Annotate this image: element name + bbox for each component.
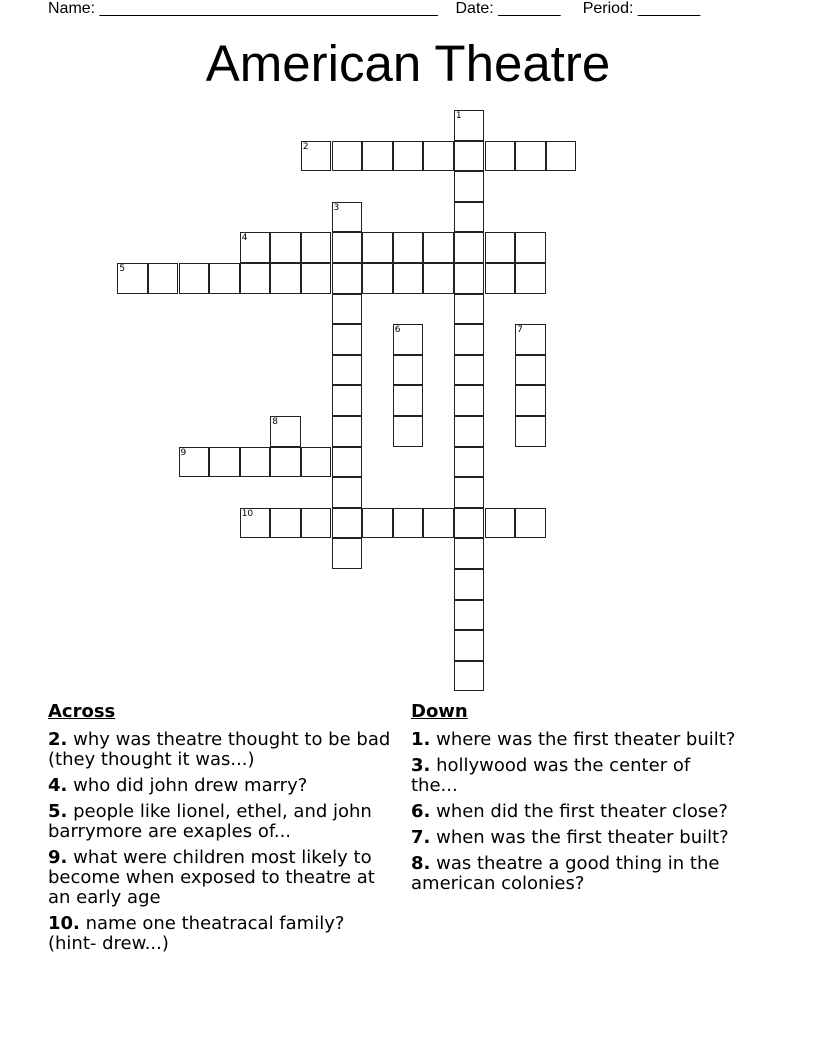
- grid-cell[interactable]: [515, 263, 546, 294]
- down-heading: Down: [411, 701, 468, 722]
- grid-cell[interactable]: [423, 508, 454, 539]
- grid-cell[interactable]: [393, 324, 424, 355]
- grid-cell[interactable]: [362, 508, 393, 539]
- clue-number: 9: [180, 447, 187, 458]
- date-field[interactable]: Date: _______: [455, 0, 561, 17]
- grid-cell[interactable]: [454, 355, 485, 386]
- across-clues: [48, 700, 398, 960]
- grid-cell[interactable]: [362, 263, 393, 294]
- clue-number: 3: [333, 202, 340, 213]
- down-clue-list: [411, 730, 741, 894]
- across-clue: [48, 802, 398, 842]
- clue-text: hollywood was the center of the...: [411, 755, 691, 796]
- grid-cell[interactable]: [332, 355, 363, 386]
- grid-cell[interactable]: [240, 447, 271, 478]
- grid-cell[interactable]: [515, 508, 546, 539]
- down-clue: [411, 730, 741, 750]
- grid-cell[interactable]: [393, 385, 424, 416]
- clue-number: 2: [302, 141, 309, 152]
- clue-number: 6: [394, 325, 401, 336]
- grid-cell[interactable]: [332, 294, 363, 325]
- clue-number: 8: [272, 417, 279, 427]
- across-clue: [48, 914, 398, 954]
- grid-cell[interactable]: [393, 232, 424, 263]
- grid-cell[interactable]: [393, 141, 424, 172]
- clue-text: was theatre a good thing in the american colonies?: [411, 853, 720, 894]
- grid-cell[interactable]: [454, 202, 485, 233]
- grid-cell[interactable]: [454, 416, 485, 447]
- grid-cell[interactable]: [454, 232, 485, 263]
- grid-cell[interactable]: [454, 324, 485, 355]
- grid-cell[interactable]: [332, 447, 363, 478]
- clue-number: 10: [241, 508, 254, 519]
- grid-cell[interactable]: [270, 447, 301, 478]
- grid-cell[interactable]: [393, 416, 424, 447]
- down-clues: [411, 700, 741, 900]
- clue-number-label: 5.: [48, 801, 68, 822]
- clue-number-label: 4.: [48, 775, 68, 796]
- grid-cell[interactable]: [515, 385, 546, 416]
- clue-number-label: 2.: [48, 729, 68, 750]
- clue-number: 4: [241, 233, 248, 244]
- grid-cell[interactable]: [270, 232, 301, 263]
- grid-cell[interactable]: [332, 232, 363, 263]
- clue-text: why was theatre thought to be bad (they thought it was...): [48, 729, 391, 770]
- grid-cell[interactable]: [454, 630, 485, 661]
- grid-cell[interactable]: [454, 538, 485, 569]
- grid-cell[interactable]: [332, 508, 363, 539]
- grid-cell[interactable]: [301, 263, 332, 294]
- grid-cell[interactable]: [485, 232, 516, 263]
- grid-cell[interactable]: [454, 263, 485, 294]
- clue-number-label: 8.: [411, 853, 431, 874]
- grid-cell[interactable]: [332, 324, 363, 355]
- across-clue: [48, 730, 398, 770]
- clue-number-label: 6.: [411, 801, 431, 822]
- grid-cell[interactable]: [485, 141, 516, 172]
- grid-cell[interactable]: [485, 263, 516, 294]
- grid-cell[interactable]: [423, 263, 454, 294]
- grid-cell[interactable]: [270, 416, 301, 447]
- grid-cell[interactable]: [423, 141, 454, 172]
- grid-cell[interactable]: [454, 661, 485, 692]
- grid-cell[interactable]: [332, 385, 363, 416]
- grid-cell[interactable]: [270, 508, 301, 539]
- grid-cell[interactable]: [148, 263, 179, 294]
- grid-cell[interactable]: [270, 263, 301, 294]
- across-clue: [48, 776, 398, 796]
- period-field[interactable]: Period: _______: [582, 0, 701, 17]
- grid-cell[interactable]: [454, 171, 485, 202]
- clue-text: name one theatracal family? (hint- drew...): [48, 913, 345, 954]
- down-clue: [411, 854, 741, 894]
- grid-cell[interactable]: [332, 477, 363, 508]
- grid-cell[interactable]: [454, 508, 485, 539]
- grid-cell[interactable]: [301, 141, 332, 172]
- grid-cell[interactable]: [454, 600, 485, 631]
- clue-text: people like lionel, ethel, and john barrymore are exaples of...: [48, 801, 372, 842]
- grid-cell[interactable]: [515, 232, 546, 263]
- grid-cell[interactable]: [209, 447, 240, 478]
- grid-cell[interactable]: [332, 141, 363, 172]
- grid-cell[interactable]: [515, 355, 546, 386]
- grid-cell[interactable]: [546, 141, 577, 172]
- clue-number-label: 10.: [48, 913, 80, 934]
- grid-cell[interactable]: [515, 416, 546, 447]
- grid-cell[interactable]: [179, 263, 210, 294]
- clue-text: when was the first theater built?: [430, 827, 729, 848]
- clue-number: 1: [455, 111, 462, 121]
- grid-cell[interactable]: [209, 263, 240, 294]
- down-clue: [411, 802, 741, 822]
- grid-cell[interactable]: [393, 355, 424, 386]
- grid-cell[interactable]: [515, 324, 546, 355]
- grid-cell[interactable]: [515, 141, 546, 172]
- clue-text: when did the first theater close?: [430, 801, 728, 822]
- puzzle-title: American Theatre: [205, 35, 611, 92]
- grid-cell[interactable]: [332, 538, 363, 569]
- name-field[interactable]: Name: ______________________________________: [48, 0, 438, 17]
- grid-cell[interactable]: [454, 569, 485, 600]
- grid-cell[interactable]: [117, 263, 148, 294]
- grid-cell[interactable]: [240, 232, 271, 263]
- grid-cell[interactable]: [301, 447, 332, 478]
- clue-text: where was the first theater built?: [430, 729, 736, 750]
- grid-cell[interactable]: [362, 232, 393, 263]
- grid-cell[interactable]: [301, 508, 332, 539]
- grid-cell[interactable]: [423, 232, 454, 263]
- grid-cell[interactable]: [393, 263, 424, 294]
- grid-cell[interactable]: [485, 508, 516, 539]
- grid-cell[interactable]: [393, 508, 424, 539]
- across-clue-list: [48, 730, 398, 954]
- clue-number-label: 9.: [48, 847, 68, 868]
- clue-text: who did john drew marry?: [67, 775, 308, 796]
- clue-number-label: 3.: [411, 755, 431, 776]
- grid-cell[interactable]: [454, 141, 485, 172]
- grid-cell[interactable]: [240, 508, 271, 539]
- grid-cell[interactable]: [179, 447, 210, 478]
- grid-cell[interactable]: [240, 263, 271, 294]
- grid-cell[interactable]: [362, 141, 393, 172]
- grid-cell[interactable]: [454, 477, 485, 508]
- grid-cell[interactable]: [454, 385, 485, 416]
- clue-number-label: 1.: [411, 729, 431, 750]
- down-clue: [411, 828, 741, 848]
- across-clue: [48, 848, 398, 908]
- across-heading: Across: [48, 701, 116, 722]
- grid-cell[interactable]: [332, 416, 363, 447]
- clue-number: 7: [517, 325, 523, 336]
- grid-cell[interactable]: [332, 202, 363, 233]
- clue-number: 5: [119, 264, 126, 274]
- clue-text: what were children most likely to become when exposed to theatre at an early age: [48, 847, 375, 908]
- down-clue: [411, 756, 741, 796]
- grid-cell[interactable]: [454, 110, 485, 141]
- grid-cell[interactable]: [301, 232, 332, 263]
- grid-cell[interactable]: [454, 294, 485, 325]
- clue-number-label: 7.: [411, 827, 431, 848]
- grid-cell[interactable]: [454, 447, 485, 478]
- grid-cell[interactable]: [332, 263, 363, 294]
